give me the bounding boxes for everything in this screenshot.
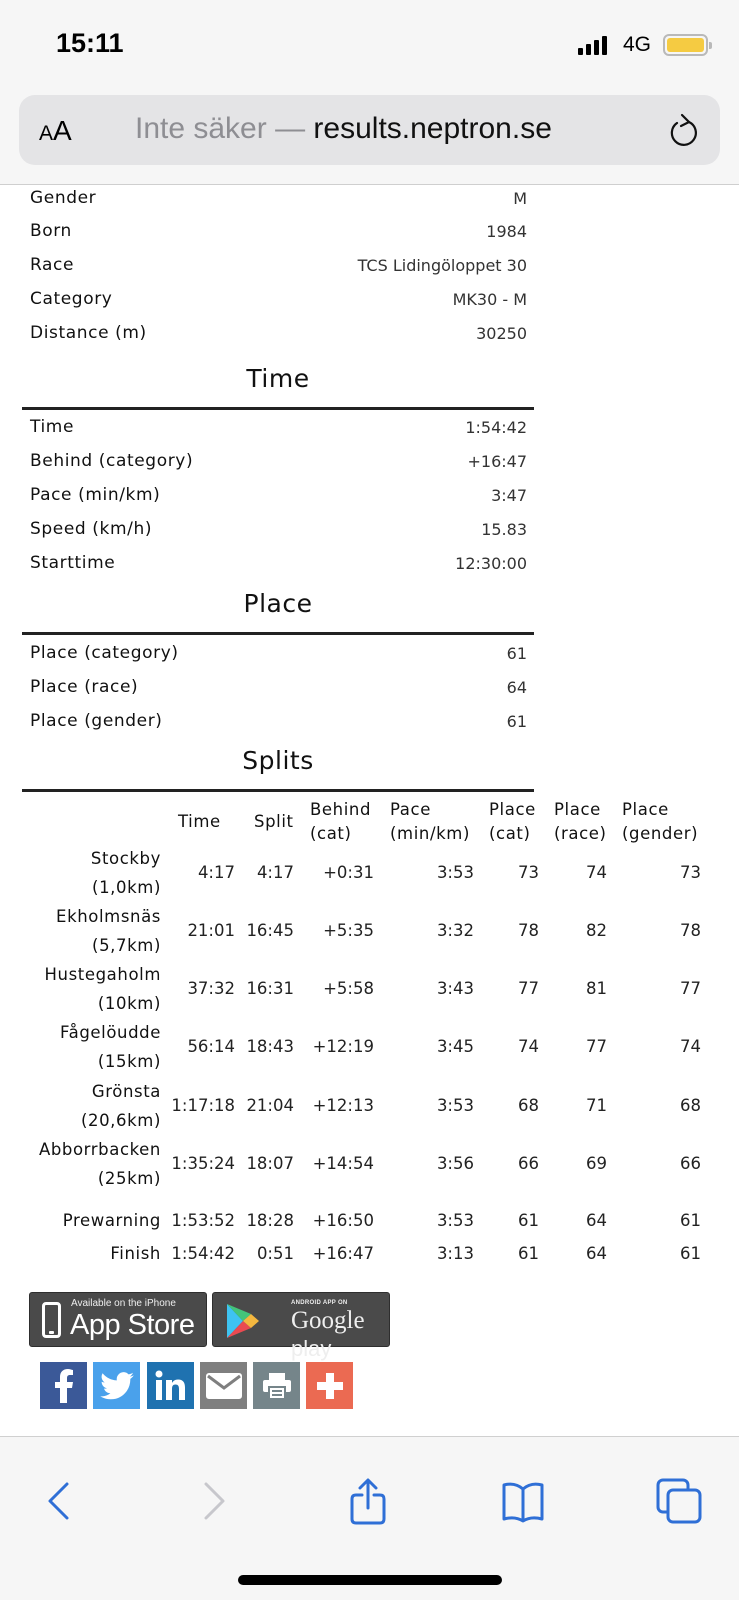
split-name: Fågelöudde: [60, 1023, 161, 1042]
split-cell-place-gender: 68: [680, 1096, 701, 1115]
info-row-race: [30, 248, 527, 282]
split-cell-pace: 3:53: [436, 1096, 474, 1115]
signal-icon: [578, 36, 607, 55]
split-cell-place-race: 71: [586, 1096, 607, 1115]
gplay-google: Google: [291, 1307, 365, 1334]
text-size-small-a: A: [39, 122, 54, 145]
split-cell-place-cat: 73: [518, 863, 539, 882]
splits-header: [390, 798, 470, 846]
split-cell-split: 4:17: [256, 863, 294, 882]
gplay-big-text: [291, 1307, 389, 1363]
split-cell-place-race: 81: [586, 979, 607, 998]
split-name: Grönsta: [91, 1082, 161, 1101]
email-share-button[interactable]: [200, 1362, 247, 1409]
place-row: [30, 670, 527, 704]
time-row: [30, 546, 527, 580]
splits-header: [554, 798, 607, 846]
time-row: [30, 444, 527, 478]
appstore-small-text: Available on the iPhone: [71, 1298, 176, 1309]
split-cell-behind: +16:50: [312, 1211, 374, 1230]
splits-header-line2: (gender): [622, 824, 699, 843]
gplay-play: play: [291, 1336, 332, 1361]
split-cell-behind: +5:58: [323, 979, 374, 998]
place-label: Place (gender): [30, 711, 163, 731]
info-row-category: [30, 282, 527, 316]
split-cell-place-race: 64: [586, 1244, 607, 1263]
info-label: Race: [30, 255, 75, 275]
split-cell-behind: +12:19: [312, 1037, 374, 1056]
split-cell-pace: 3:53: [436, 863, 474, 882]
info-value: 30250: [476, 323, 527, 343]
time-label: Behind (category): [30, 451, 194, 471]
split-cell-split: 16:31: [246, 979, 294, 998]
split-cell-place-cat: 66: [518, 1154, 539, 1173]
linkedin-icon: [154, 1370, 188, 1402]
section-title-time: Time: [246, 364, 310, 393]
splits-header: [310, 798, 371, 846]
share-icon[interactable]: [348, 1477, 388, 1527]
split-name: Abborrbacken: [38, 1140, 161, 1159]
split-cell-time: 1:54:42: [171, 1244, 235, 1263]
split-cell-behind: +5:35: [323, 921, 374, 940]
split-cell-time: 1:53:52: [171, 1211, 235, 1230]
url-domain: results.neptron.se: [313, 112, 552, 145]
appstore-big-text: App Store: [70, 1309, 195, 1341]
print-icon: [262, 1372, 292, 1400]
info-row-distance: [30, 316, 527, 350]
split-cell-place-cat: 68: [518, 1096, 539, 1115]
browser-toolbar: [0, 1436, 739, 1600]
split-cell-place-cat: 74: [518, 1037, 539, 1056]
info-label: Distance (m): [30, 323, 147, 343]
network-type: 4G: [623, 33, 652, 56]
place-value: 64: [506, 677, 527, 697]
split-name: Prewarning: [62, 1211, 161, 1230]
section-title-splits: Splits: [242, 746, 314, 775]
time-row: [30, 410, 527, 444]
time-value: 12:30:00: [455, 553, 527, 573]
place-value: 61: [506, 711, 527, 731]
split-cell-pace: 3:53: [436, 1211, 474, 1230]
linkedin-share-button[interactable]: [147, 1362, 194, 1409]
info-label: Born: [30, 221, 72, 241]
split-checkpoint-name: [45, 960, 161, 1018]
browser-header: [0, 90, 739, 185]
split-name: Hustegaholm: [44, 965, 161, 984]
split-cell-pace: 3:13: [436, 1244, 474, 1263]
split-cell-place-cat: 77: [518, 979, 539, 998]
split-checkpoint-name: [110, 1239, 161, 1268]
status-time: 15:11: [56, 28, 124, 58]
facebook-share-button[interactable]: [40, 1362, 87, 1409]
time-value: +16:47: [467, 451, 527, 471]
info-value: M: [513, 188, 527, 208]
text-size-big-a: A: [53, 115, 72, 146]
time-row: [30, 512, 527, 546]
split-cell-place-gender: 74: [680, 1037, 701, 1056]
split-cell-behind: +0:31: [323, 863, 374, 882]
split-checkpoint-name: [39, 1135, 161, 1193]
split-cell-place-gender: 77: [680, 979, 701, 998]
time-label: Starttime: [30, 553, 116, 573]
bookmarks-icon[interactable]: [500, 1481, 546, 1523]
split-cell-behind: +14:54: [312, 1154, 374, 1173]
split-cell-place-gender: 66: [680, 1154, 701, 1173]
split-cell-behind: +12:13: [312, 1096, 374, 1115]
info-label: Gender: [30, 188, 97, 208]
split-distance: (25km): [97, 1169, 161, 1188]
splits-header-line2: (cat): [489, 824, 531, 843]
reload-icon[interactable]: [667, 113, 701, 149]
url-text[interactable]: [135, 112, 552, 146]
split-distance: (5,7km): [92, 936, 161, 955]
split-checkpoint-name: [60, 1018, 161, 1076]
time-value: 15.83: [481, 519, 527, 539]
split-cell-place-race: 74: [586, 863, 607, 882]
home-indicator[interactable]: [238, 1575, 502, 1585]
iphone-icon: [42, 1302, 61, 1338]
split-cell-pace: 3:45: [436, 1037, 474, 1056]
splits-header: Time: [178, 812, 221, 831]
split-cell-place-cat: 61: [518, 1211, 539, 1230]
place-row: [30, 636, 527, 670]
time-row: [30, 478, 527, 512]
info-row-gender: [30, 181, 527, 215]
time-label: Pace (min/km): [30, 485, 161, 505]
info-value: MK30 - M: [452, 289, 527, 309]
split-cell-time: 37:32: [187, 979, 235, 998]
plus-icon: [316, 1372, 344, 1400]
status-bar: [0, 0, 739, 90]
split-checkpoint-name: [81, 1077, 161, 1135]
place-label: Place (category): [30, 643, 179, 663]
more-share-button[interactable]: [306, 1362, 353, 1409]
split-cell-place-gender: 73: [680, 863, 701, 882]
splits-header: [489, 798, 536, 846]
time-label: Speed (km/h): [30, 519, 153, 539]
split-cell-place-race: 64: [586, 1211, 607, 1230]
email-icon: [206, 1373, 242, 1399]
split-name: Ekholmsnäs: [56, 907, 161, 926]
forward-icon[interactable]: [201, 1481, 227, 1521]
twitter-icon: [100, 1372, 134, 1400]
split-checkpoint-name: [56, 902, 161, 960]
split-cell-place-gender: 78: [680, 921, 701, 940]
split-distance: (15km): [97, 1052, 161, 1071]
facebook-icon: [54, 1369, 74, 1403]
splits-header: [622, 798, 698, 846]
split-cell-pace: 3:43: [436, 979, 474, 998]
split-cell-place-cat: 78: [518, 921, 539, 940]
address-bar[interactable]: [19, 95, 720, 165]
tabs-icon[interactable]: [655, 1477, 703, 1525]
split-distance: (20,6km): [80, 1111, 161, 1130]
google-play-badge[interactable]: [212, 1292, 390, 1361]
text-size-button[interactable]: [39, 115, 72, 147]
splits-header-line1: Pace: [390, 800, 431, 819]
info-value: 1984: [486, 221, 527, 241]
split-cell-behind: +16:47: [312, 1244, 374, 1263]
split-name: Stockby: [90, 849, 161, 868]
splits-header-line1: Place: [554, 800, 601, 819]
place-value: 61: [506, 643, 527, 663]
insecure-label: Inte säker —: [135, 112, 306, 145]
time-value: 1:54:42: [465, 417, 527, 437]
split-cell-place-race: 69: [586, 1154, 607, 1173]
section-divider: [22, 632, 534, 635]
split-cell-place-gender: 61: [680, 1211, 701, 1230]
split-cell-time: 21:01: [187, 921, 235, 940]
split-cell-time: 1:17:18: [171, 1096, 235, 1115]
print-button[interactable]: [253, 1362, 300, 1409]
split-checkpoint-name: [91, 844, 161, 902]
split-cell-time: 1:35:24: [171, 1154, 235, 1173]
gplay-small-text: ANDROID APP ON: [291, 1300, 348, 1306]
split-cell-split: 21:04: [246, 1096, 294, 1115]
section-divider: [22, 789, 534, 792]
split-cell-split: 18:07: [246, 1154, 294, 1173]
split-cell-split: 18:28: [246, 1211, 294, 1230]
info-row-born: [30, 214, 527, 248]
splits-header-line1: Place: [622, 800, 669, 819]
split-distance: (1,0km): [92, 878, 161, 897]
split-cell-place-race: 82: [586, 921, 607, 940]
split-checkpoint-name: [63, 1206, 161, 1235]
split-cell-pace: 3:56: [436, 1154, 474, 1173]
split-cell-time: 56:14: [187, 1037, 235, 1056]
splits-header-line2: (race): [554, 824, 607, 843]
time-value: 3:47: [491, 485, 527, 505]
splits-header-line2: (cat): [310, 824, 352, 843]
time-label: Time: [30, 417, 75, 437]
split-cell-place-gender: 61: [680, 1244, 701, 1263]
section-title-place: Place: [243, 589, 313, 618]
info-label: Category: [30, 289, 113, 309]
split-cell-pace: 3:32: [436, 921, 474, 940]
split-cell-place-race: 77: [586, 1037, 607, 1056]
splits-header-line1: Behind: [310, 800, 372, 819]
place-row: [30, 704, 527, 738]
split-name: Finish: [110, 1244, 161, 1263]
info-value: TCS Lidingöloppet 30: [357, 255, 527, 275]
place-label: Place (race): [30, 677, 139, 697]
twitter-share-button[interactable]: [93, 1362, 140, 1409]
split-cell-place-cat: 61: [518, 1244, 539, 1263]
battery-icon: [663, 34, 708, 56]
splits-header-line1: Place: [489, 800, 536, 819]
splits-header: Split: [254, 812, 294, 831]
split-distance: (10km): [97, 994, 161, 1013]
app-store-badge[interactable]: [29, 1292, 207, 1347]
split-cell-time: 4:17: [197, 863, 235, 882]
split-cell-split: 16:45: [246, 921, 294, 940]
splits-header-line2: (min/km): [390, 824, 470, 843]
split-cell-split: 0:51: [256, 1244, 294, 1263]
google-play-icon: [223, 1302, 261, 1340]
back-icon[interactable]: [46, 1481, 72, 1521]
split-cell-split: 18:43: [246, 1037, 294, 1056]
